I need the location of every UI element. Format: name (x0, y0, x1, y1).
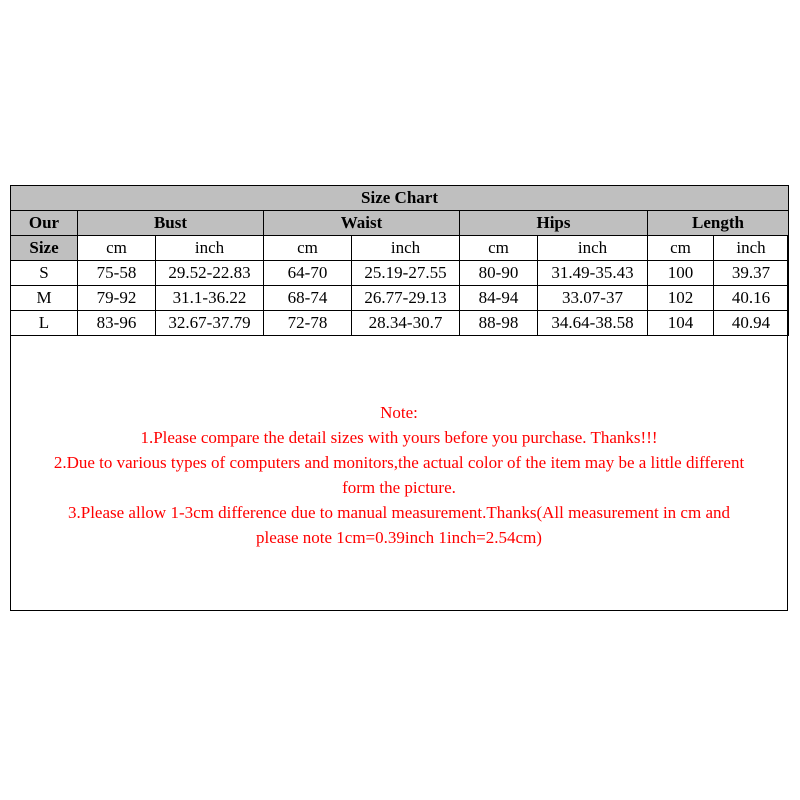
table-cell: 102 (648, 286, 714, 311)
table-cell: 28.34-30.7 (352, 311, 460, 336)
table-title: Size Chart (11, 186, 789, 211)
table-cell: 75-58 (78, 261, 156, 286)
unit-row (11, 236, 789, 261)
table-row (11, 311, 789, 336)
table-cell: 29.52-22.83 (156, 261, 264, 286)
table-cell: 72-78 (264, 311, 352, 336)
table-cell: 33.07-37 (538, 286, 648, 311)
table-row (11, 286, 789, 311)
table-cell: 68-74 (264, 286, 352, 311)
header-length: Length (648, 211, 789, 236)
size-chart-table (10, 185, 789, 336)
header-bust: Bust (78, 211, 264, 236)
table-cell: 79-92 (78, 286, 156, 311)
note-line: 1.Please compare the detail sizes with yours before you purchase. Thanks!!! (140, 428, 658, 447)
note-line: form the picture. (342, 478, 456, 497)
table-cell: 40.16 (714, 286, 789, 311)
note-line: please note 1cm=0.39inch 1inch=2.54cm) (256, 528, 542, 547)
unit-cell: cm (460, 236, 538, 261)
header-hips: Hips (460, 211, 648, 236)
table-cell: 34.64-38.58 (538, 311, 648, 336)
table-cell: 64-70 (264, 261, 352, 286)
unit-cell: inch (538, 236, 648, 261)
table-cell: 26.77-29.13 (352, 286, 460, 311)
header-row (11, 211, 789, 236)
table-cell: 88-98 (460, 311, 538, 336)
header-waist: Waist (264, 211, 460, 236)
table-cell: 104 (648, 311, 714, 336)
size-label: L (11, 311, 78, 336)
table-cell: 32.67-37.79 (156, 311, 264, 336)
size-label: S (11, 261, 78, 286)
table-cell: 80-90 (460, 261, 538, 286)
table-cell: 25.19-27.55 (352, 261, 460, 286)
table-cell: 84-94 (460, 286, 538, 311)
unit-cell: cm (78, 236, 156, 261)
unit-cell: cm (648, 236, 714, 261)
note-heading: Note: (380, 403, 418, 422)
size-label: M (11, 286, 78, 311)
unit-cell: inch (352, 236, 460, 261)
table-cell: 31.49-35.43 (538, 261, 648, 286)
unit-cell: cm (264, 236, 352, 261)
unit-cell: inch (156, 236, 264, 261)
title-row (11, 186, 789, 211)
unit-cell: inch (714, 236, 789, 261)
header-our: Our (11, 211, 78, 236)
table-cell: 100 (648, 261, 714, 286)
notes-block (12, 400, 786, 550)
note-line: 3.Please allow 1-3cm difference due to manual measurement.Thanks(All measurement in cm and (68, 503, 730, 522)
table-cell: 31.1-36.22 (156, 286, 264, 311)
table-cell: 83-96 (78, 311, 156, 336)
note-line: 2.Due to various types of computers and monitors,the actual color of the item may be a little different (53, 453, 745, 472)
header-size: Size (11, 236, 78, 261)
table-row (11, 261, 789, 286)
table-cell: 40.94 (714, 311, 789, 336)
table-cell: 39.37 (714, 261, 789, 286)
